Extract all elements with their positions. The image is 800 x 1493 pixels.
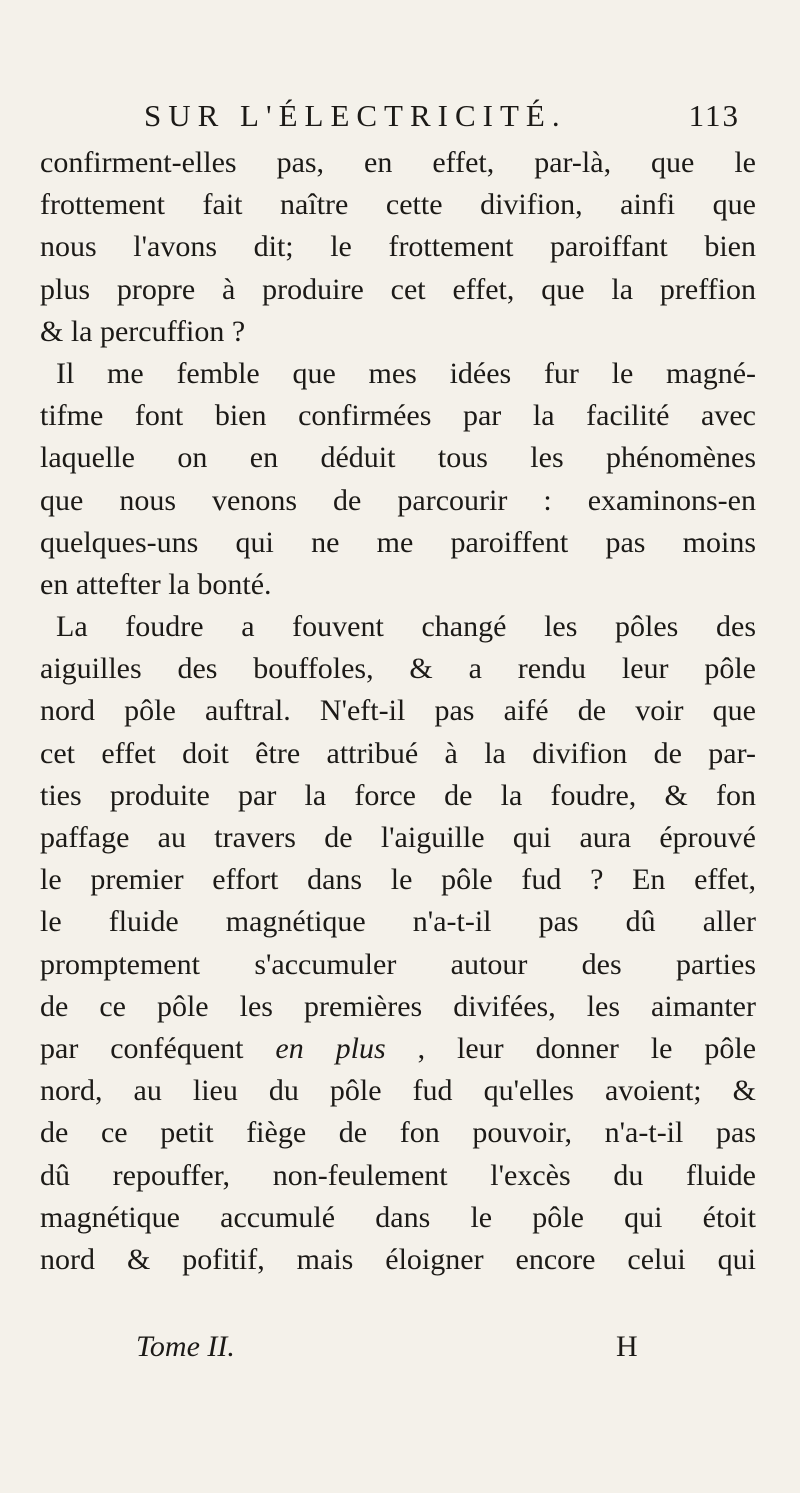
signature-mark: H — [616, 1330, 638, 1363]
text-line: nord & pofitif, mais éloigner encore celui qui — [40, 1242, 756, 1276]
text-line — [40, 1028, 756, 1070]
text-line: ties produite par la force de la foudre, & fon — [40, 778, 756, 812]
text-line: & la percuffion ? — [40, 314, 246, 348]
text-line: le fluide magnétique n'a-t-il pas dû aller — [40, 905, 756, 939]
text-line: de ce petit fiège de fon pouvoir, n'a-t-il pas — [40, 1116, 756, 1150]
text-line: promptement s'accumuler autour des parties — [40, 947, 756, 981]
text-line: nord, au lieu du pôle fud qu'elles avoient; & — [40, 1074, 756, 1108]
page-footer — [0, 1325, 800, 1369]
text-line: le premier effort dans le pôle fud ? En effet, — [40, 863, 756, 897]
text-line: laquelle on en déduit tous les phénomènes — [40, 441, 756, 475]
italic-phrase: en plus — [275, 1031, 386, 1065]
volume-line: Tome II. — [136, 1330, 235, 1363]
text-line: que nous venons de parcourir : examinons-en — [40, 483, 756, 517]
page-number: 113 — [688, 98, 740, 133]
paragraph-start-line: La foudre a fouvent changé les pôles des — [56, 610, 756, 644]
text-line: frottement fait naître cette divifion, ainfi que — [40, 188, 756, 222]
paragraph-start-line: Il me femble que mes idées fur le magné- — [56, 356, 756, 390]
text-line: quelques-uns qui ne me paroiffent pas moins — [40, 525, 756, 559]
text-line: paffage au travers de l'aiguille qui aura éprouvé — [40, 821, 756, 854]
body-text — [40, 142, 756, 1281]
text-line: de ce pôle les premières divifées, les aimanter — [40, 989, 756, 1023]
text-line: magnétique accumulé dans le pôle qui étoit — [40, 1200, 756, 1234]
text-line: nous l'avons dit; le frottement paroiffant bien — [40, 230, 756, 264]
text-line: aiguilles des bouffoles, & a rendu leur pôle — [40, 652, 756, 686]
text-line: dû repouffer, non-feulement l'excès du fluide — [40, 1158, 756, 1192]
text-line: cet effet doit être attribué à la divifion de par- — [40, 736, 756, 770]
text-segment: par conféquent — [40, 1031, 244, 1065]
text-line: tifme font bien confirmées par la facilité avec — [40, 399, 756, 433]
running-head — [140, 96, 740, 136]
text-line: plus propre à produire cet effet, que la preffion — [40, 272, 756, 306]
text-line: nord pôle auftral. N'eft-il pas aifé de voir que — [40, 694, 756, 728]
running-title: SUR L'ÉLECTRICITÉ. — [144, 98, 567, 133]
text-line: confirment-elles pas, en effet, par-là, que le — [40, 146, 756, 179]
text-segment: , leur donner le pôle — [417, 1031, 757, 1065]
text-line: en attefter la bonté. — [40, 567, 272, 601]
